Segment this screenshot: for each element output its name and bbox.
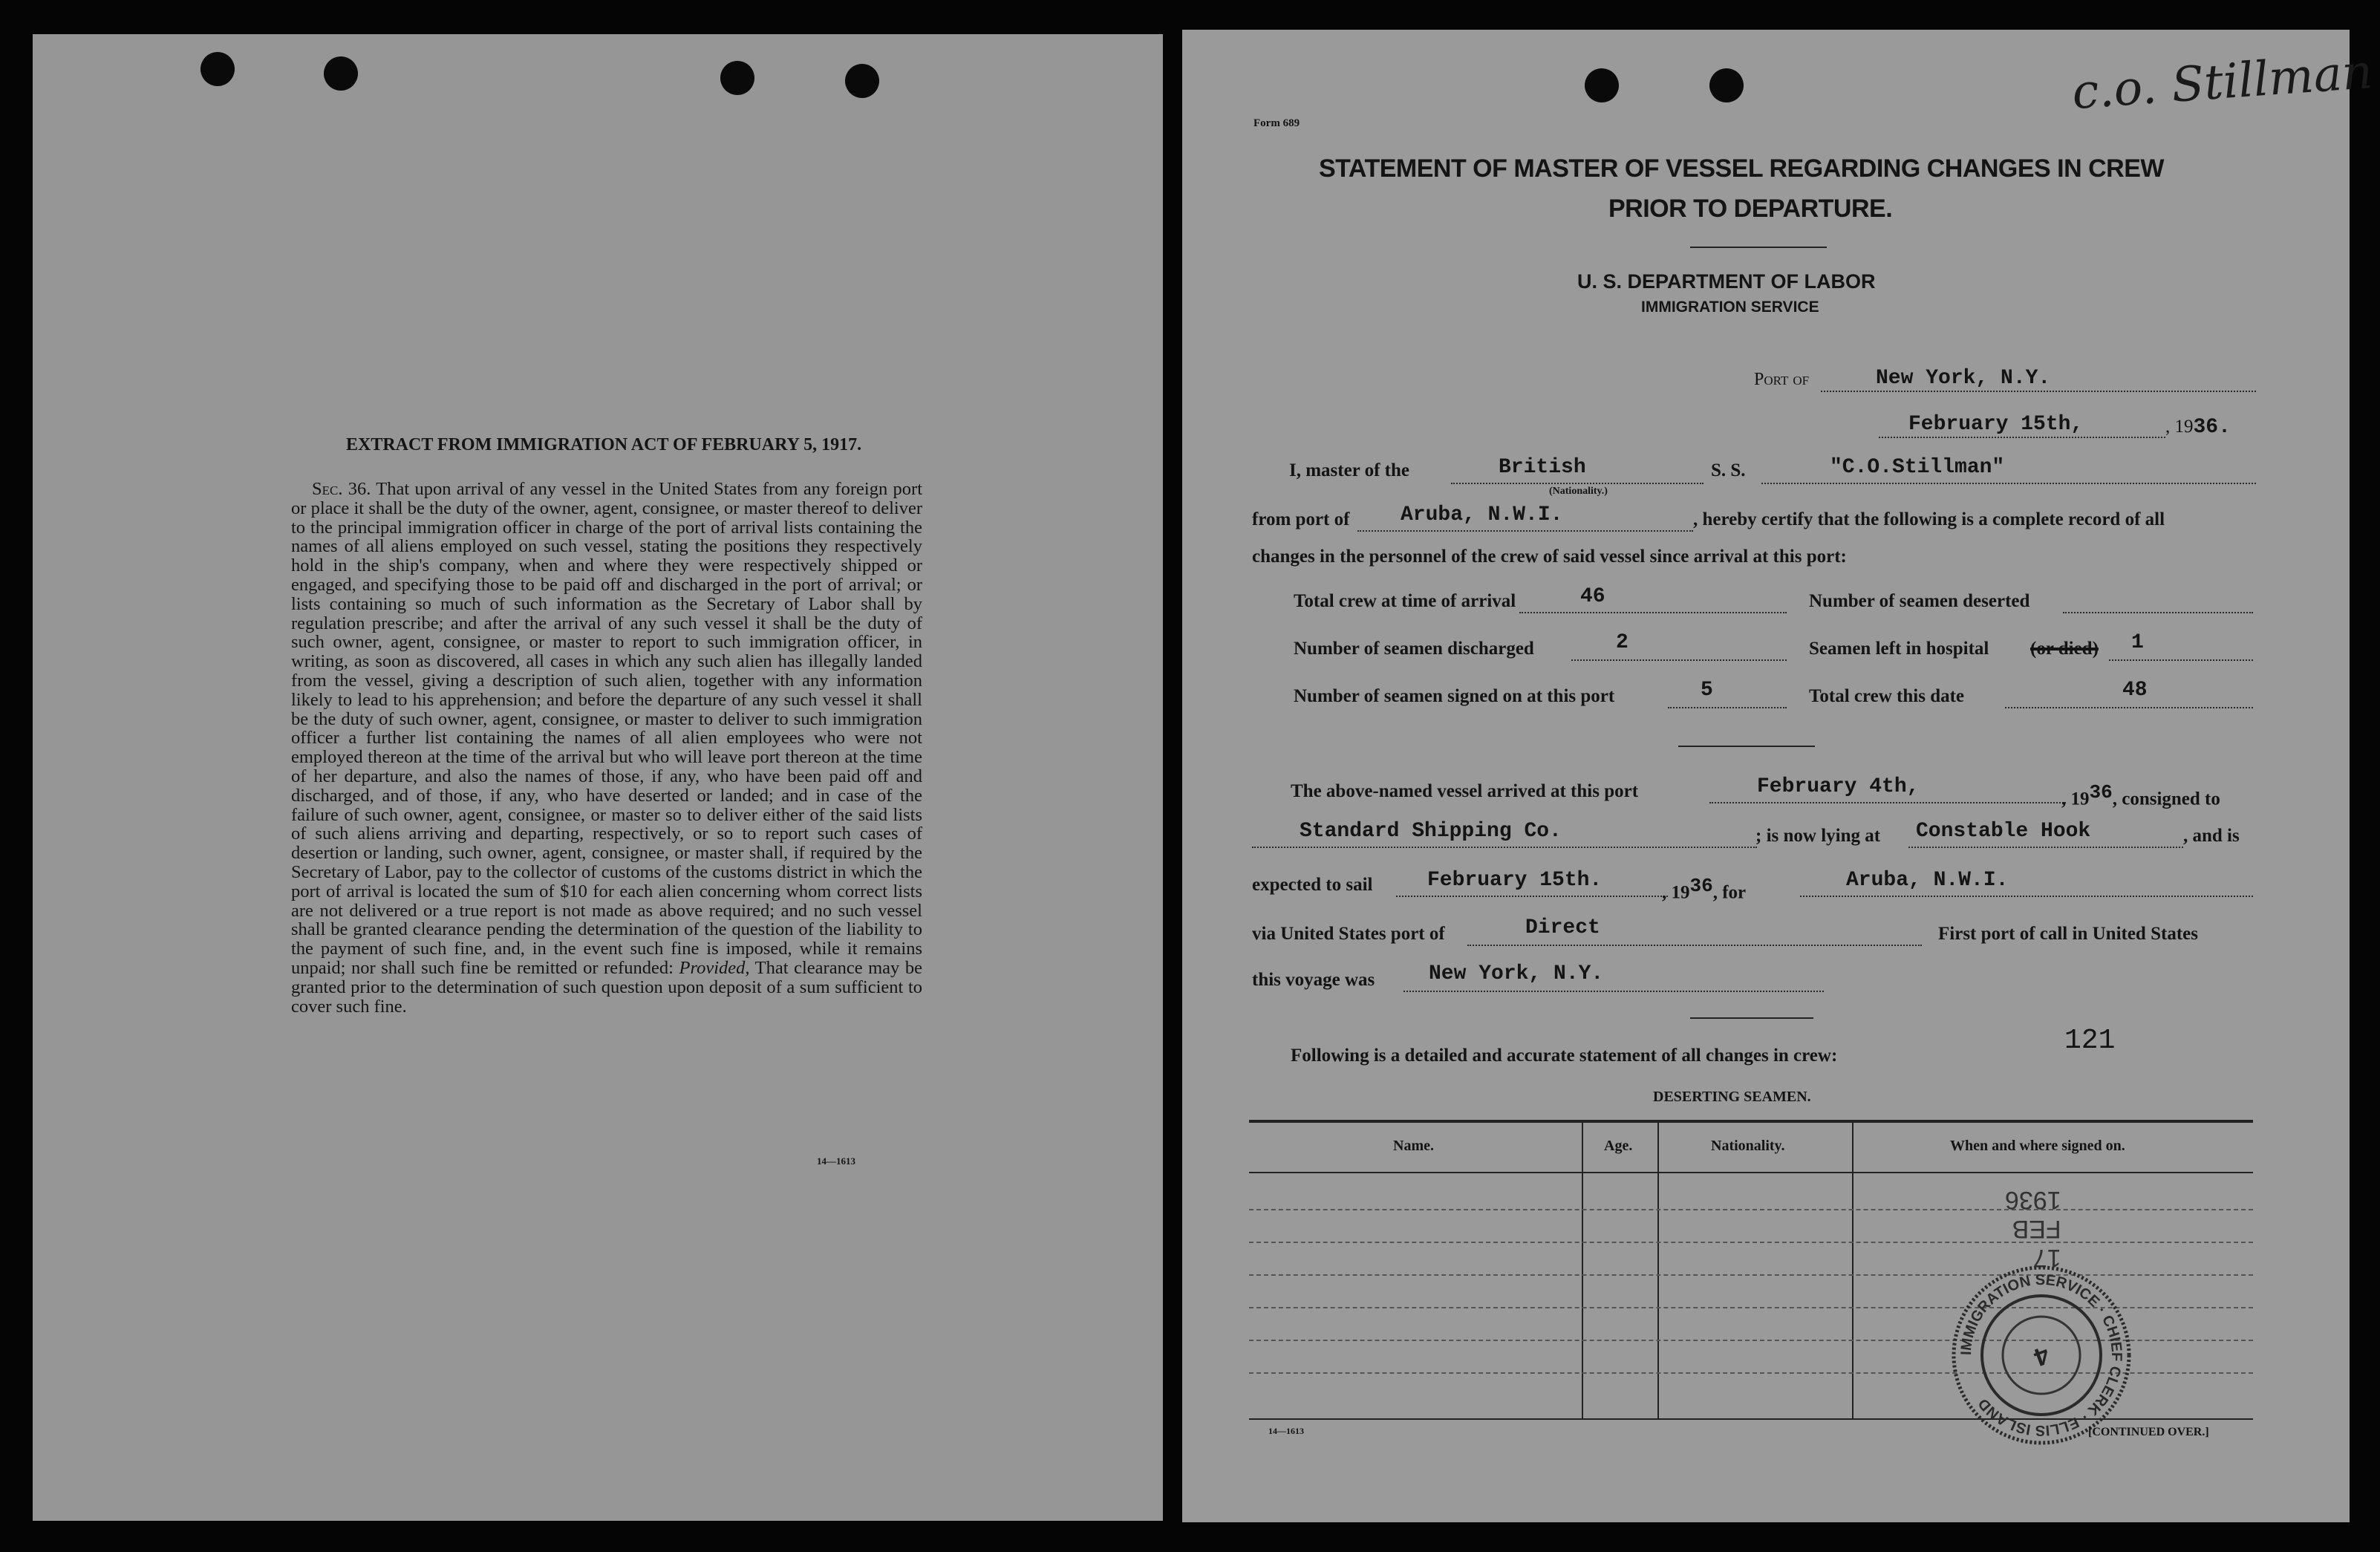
signed-on-value: 5: [1701, 679, 1713, 702]
deserting-heading: DESERTING SEAMEN.: [1653, 1089, 1811, 1105]
date-value: February 15th,: [1908, 413, 2084, 436]
deserted-label: Number of seamen deserted: [1809, 591, 2030, 611]
table-row: [1249, 1209, 2253, 1210]
following-label: Following is a detailed and accurate statement of all changes in crew:: [1291, 1046, 1838, 1066]
ss-label: S. S.: [1711, 460, 1746, 480]
via-value: Direct: [1525, 916, 1600, 939]
certify-text-2: changes in the personnel of the crew of said vessel since arrival at this port:: [1252, 547, 1847, 567]
stamp-month: FEB: [2012, 1215, 2061, 1243]
signed-on-label: Number of seamen signed on at this port: [1294, 686, 1615, 706]
first-port-label: First port of call in United States: [1938, 924, 2198, 944]
nationality-value: British: [1499, 456, 1586, 479]
form-number: Form 689: [1253, 117, 1300, 129]
port-value: New York, N.Y.: [1876, 367, 2051, 390]
arrived-label: The above-named vessel arrived at this port: [1291, 781, 1639, 801]
arrived-value: February 4th,: [1757, 775, 1920, 798]
handwritten-note: c.o. Stillman: [2070, 44, 2375, 121]
stamp-number: 121: [2064, 1025, 2116, 1057]
punch-hole: [1585, 68, 1619, 102]
punch-hole: [845, 64, 879, 98]
extract-body: [291, 480, 922, 1016]
port-label: Port of: [1754, 370, 1810, 389]
stamp-year: 1936: [2005, 1186, 2061, 1214]
table-header-signed-on: When and where signed on.: [1950, 1138, 2125, 1154]
nationality-caption: (Nationality.): [1549, 486, 1608, 497]
total-crew-arrival-value: 46: [1580, 585, 1605, 608]
total-crew-arrival-label: Total crew at time of arrival: [1294, 591, 1516, 611]
seal-ring-text: IMMIGRATION SERVICE · CHIEF CLERK · ELLIS ISLAND: [1957, 1271, 2125, 1439]
discharged-label: Number of seamen discharged: [1294, 639, 1534, 659]
discharged-value: 2: [1616, 631, 1628, 654]
this-voyage-value: New York, N.Y.: [1429, 962, 1604, 985]
total-crew-date-value: 48: [2122, 679, 2148, 702]
consignee-value: Standard Shipping Co.: [1300, 820, 1562, 843]
table-header-nationality: Nationality.: [1711, 1138, 1785, 1154]
form-title-line2: PRIOR TO DEPARTURE.: [1608, 195, 1893, 223]
divider: [1678, 746, 1815, 747]
expected-label: expected to sail: [1252, 875, 1373, 895]
for-value: Aruba, N.W.I.: [1846, 869, 2009, 892]
divider: [1690, 1017, 1813, 1019]
vessel-name: "C.O.Stillman": [1830, 456, 2005, 479]
divider: [1690, 247, 1827, 248]
table-row: [1249, 1242, 2253, 1243]
continued-over: [CONTINUED OVER.]: [2088, 1426, 2209, 1438]
consigned-label: , consigned to: [2112, 789, 2220, 809]
hospital-value: 1: [2131, 631, 2144, 654]
expected-year: 36: [1689, 875, 1713, 897]
print-code-right: 14—1613: [1268, 1426, 1304, 1436]
punch-hole: [324, 56, 358, 91]
hospital-struck: (or died): [2030, 639, 2099, 659]
provided-word: Provided,: [679, 957, 750, 978]
extract-text-end: That clearance may be granted prior to the determination of such question upon deposit of a sum sufficient to cover such fine.: [291, 957, 922, 1017]
extract-title: EXTRACT FROM IMMIGRATION ACT OF FEBRUARY 5, 1917.: [346, 435, 862, 454]
punch-hole: [1709, 68, 1744, 102]
from-port-value: Aruba, N.W.I.: [1401, 503, 1563, 526]
lying-label: ; is now lying at: [1755, 826, 1881, 846]
department: U. S. DEPARTMENT OF LABOR: [1577, 270, 1876, 293]
table-header-name: Name.: [1393, 1138, 1434, 1154]
via-label: via United States port of: [1252, 924, 1445, 944]
expected-value: February 15th.: [1427, 869, 1603, 892]
stamp-day: 17: [2032, 1244, 2061, 1272]
total-crew-date-label: Total crew this date: [1809, 686, 1965, 706]
svg-text:4: 4: [2029, 1340, 2053, 1372]
expected-year-prefix: , 19: [1662, 882, 1690, 903]
master-label: I, master of the: [1289, 460, 1409, 480]
table-top-rule: [1249, 1120, 2253, 1123]
immigration-seal: [1949, 1262, 2134, 1448]
from-port-label: from port of: [1252, 509, 1350, 529]
service: IMMIGRATION SERVICE: [1641, 299, 1819, 316]
arrived-year: 36: [2089, 781, 2113, 803]
hospital-label: Seamen left in hospital: [1809, 639, 1989, 659]
lying-value: Constable Hook: [1916, 820, 2091, 843]
table-header-age: Age.: [1604, 1138, 1633, 1154]
section-label: Sec. 36.: [312, 479, 371, 499]
print-code: 14—1613: [817, 1155, 855, 1167]
certify-text: , hereby certify that the following is a complete record of all: [1693, 509, 2165, 529]
form-title-line1: STATEMENT OF MASTER OF VESSEL REGARDING CHANGES IN CREW: [1319, 154, 2164, 183]
table-header-rule: [1249, 1172, 2253, 1173]
punch-hole: [200, 52, 235, 86]
date-year: 36.: [2193, 416, 2231, 439]
punch-hole: [720, 61, 754, 95]
extract-text: That upon arrival of any vessel in the United States from any foreign port or place it shall be the duty of the owner, agent, consignee, or master thereof to deliver to the principal immigration officer in charge of the port of arrival lists containing the names of all aliens employed on such vessel, stating the positions they respectively hold in the ship's company, when and where they were respectively shipped or engaged, and specifying those to be paid off and discharged in the port of arrival; or lists containing so much of such information as the Secretary of Labor shall by regulation prescribe; and after the arrival of any such vessel it shall be the duty of such owner, agent, consignee, or master to report to such immigration officer, in writing, as soon as discovered, all cases in which any such alien has illegally landed from the vessel, giving a description of such alien, together with any information likely to lead to his apprehension; and before the departure of any such vessel it shall be the duty of such owner, agent, consignee, or master to deliver to such immigration officer a further list containing the names of all alien employees who were not employed thereon at the time of the arrival but who will leave port thereon at the time of her departure, and also the names of those, if any, who have been paid off and discharged, and of those, if any, who have deserted or landed; and in case of the failure of such owner, agent, consignee, or master so to deliver either of the said lists of such aliens arriving and departing, respectively, or so to report such cases of desertion or landing, such owner, agent, consignee, or master shall, if required by the Secretary of Labor, pay to the collector of customs of the customs district in which the port of arrival is located the sum of $10 for each alien concerning whom correct lists are not delivered or a true report is not made as above required; and no such vessel shall be granted clearance pending the determination of the question of the liability to the payment of such fine, and, in the event such fine is imposed, while it remains unpaid; nor shall such fine be remitted or refunded:: [291, 479, 922, 978]
for-label: , for: [1712, 882, 1747, 903]
date-year-prefix: , 19: [2165, 417, 2194, 437]
arrived-year-prefix: , 19: [2061, 789, 2090, 809]
and-is-label: , and is: [2183, 826, 2240, 846]
this-voyage-label: this voyage was: [1252, 970, 1375, 990]
